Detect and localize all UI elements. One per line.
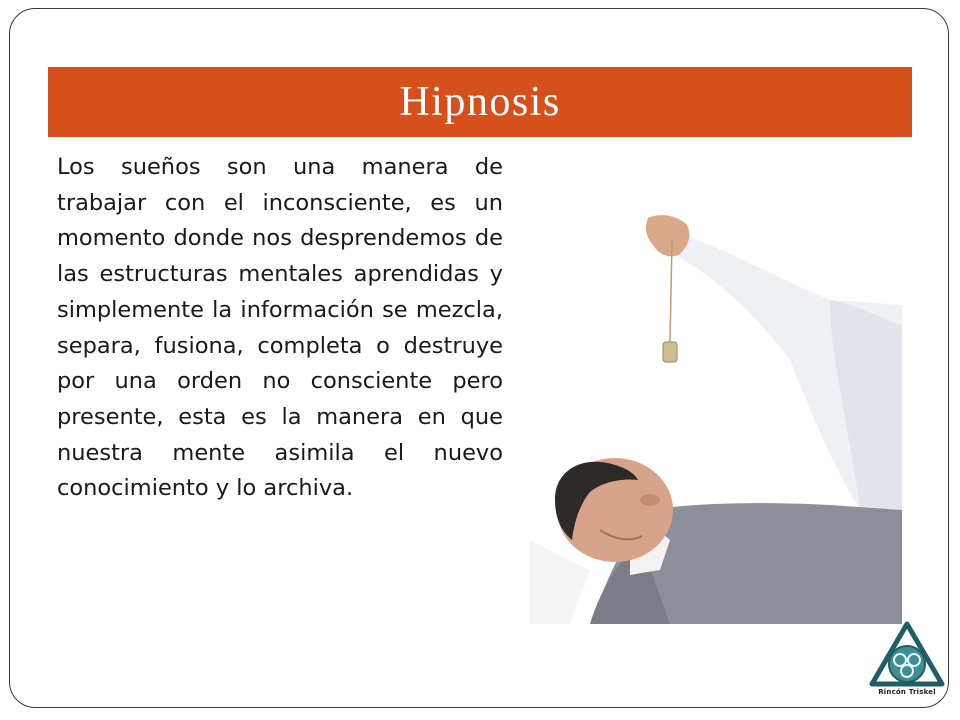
slide-body-text: Los sueños son una manera de trabajar con el inconsciente, es un momento donde nos desprendemos de las estructuras mentales aprendidas y simplemente la información se mezcla, separa, fusiona, completa o destruye por una orden no consciente pero presente, esta es la manera en que nuestra mente asimila el nuevo conocimiento y lo archiva. — [57, 154, 503, 502]
logo-caption: Rincón Triskel — [878, 688, 936, 696]
slide-title: Hipnosis — [399, 79, 561, 125]
hypnosis-pendulum-photo — [530, 210, 902, 624]
title-bar — [48, 67, 912, 137]
